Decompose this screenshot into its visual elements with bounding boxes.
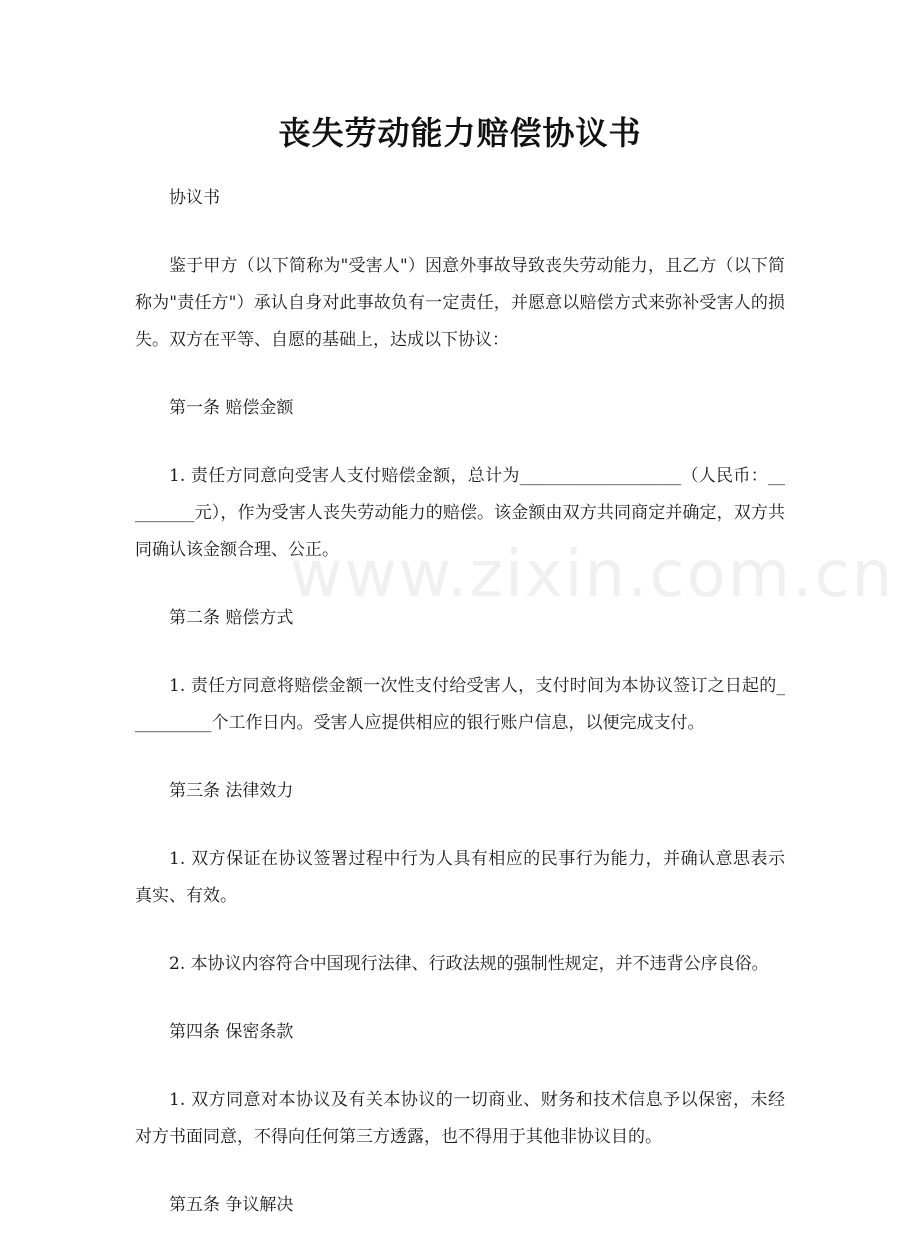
- section-heading-article-5: 第五条 争议解决: [169, 1195, 294, 1215]
- paragraph-article-3-clause-1: 1. 双方保证在协议签署过程中行为人具有相应的民事行为能力，并确认意思表示真实、有效。: [135, 849, 785, 906]
- paragraph-preamble: 鉴于甲方（以下简称为"受害人"）因意外事故导致丧失劳动能力，且乙方（以下简称为"责任方"）承认自身对此事故负有一定责任，并愿意以赔偿方式来弥补受害人的损失。双方在平等、自愿的基础上，达成以下协议：: [135, 256, 785, 350]
- watermark: www.zixin.com.cn: [290, 538, 895, 612]
- paragraph-article-3-clause-2: 2. 本协议内容符合中国现行法律、行政法规的强制性规定，并不违背公序良俗。: [169, 954, 769, 974]
- paragraph-article-1-clause-1: 1. 责任方同意向受害人支付赔偿金额，总计为___________________（人民币：_________元），作为受害人丧失劳动能力的赔偿。该金额由双方共同商定并确定，双方共同确认该金额合理、公正。: [135, 466, 785, 560]
- document-title: 丧失劳动能力赔偿协议书: [278, 114, 642, 152]
- section-heading-article-4: 第四条 保密条款: [169, 1022, 294, 1042]
- section-heading-article-3: 第三条 法律效力: [169, 781, 294, 801]
- section-heading-article-1: 第一条 赔偿金额: [169, 398, 294, 418]
- section-heading-article-2: 第二条 赔偿方式: [169, 608, 294, 628]
- paragraph-article-4-clause-1: 1. 双方同意对本协议及有关本协议的一切商业、财务和技术信息予以保密，未经对方书面同意，不得向任何第三方透露，也不得用于其他非协议目的。: [135, 1090, 785, 1147]
- paragraph-article-2-clause-1: 1. 责任方同意将赔偿金额一次性支付给受害人，支付时间为本协议签订之日起的__________个工作日内。受害人应提供相应的银行账户信息，以便完成支付。: [135, 676, 785, 733]
- document-body: [135, 180, 785, 1255]
- section-heading-agreement: 协议书: [169, 188, 220, 208]
